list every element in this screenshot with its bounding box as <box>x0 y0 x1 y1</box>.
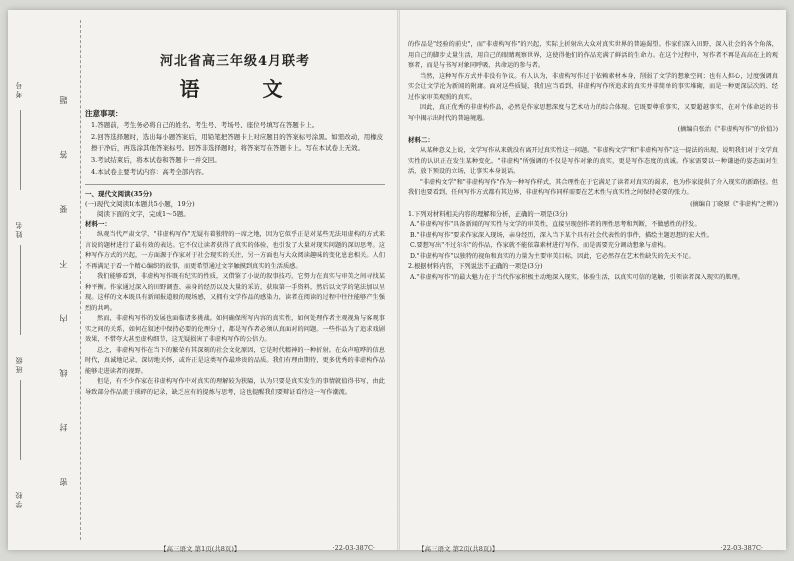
passage-paragraph: 我们能够看到，非虚构写作既有纪实的性质，又借鉴了小说的叙事技巧，它努力在真实与审美之间寻找某种平衡。作家通过深入的田野调查、亲身的经历以及大量的采访，获取第一手资料，然后以文学的笔法加以呈现。这样的文本既具有新闻报道般的现场感，又拥有文学作品的感染力，读者在阅读的过程中往往能够产生强烈的共鸣。 <box>85 273 385 312</box>
notice-item: 2.回答选择题时，选出每小题答案后，用铅笔把答题卡上对应题目的答案标号涂黑。如需改动，用橡皮擦干净后，再选涂其他答案标号。回答非选择题时，将答案写在答题卡上。写在本试卷上无效。 <box>91 133 384 152</box>
class-field-line <box>20 380 21 460</box>
page-number: 【高三语文 第1页(共8页)】 <box>160 545 241 553</box>
reading-instruction: 阅读下面的文字，完成1～5题。 <box>97 210 190 218</box>
passage-paragraph: 的作品是"经验的前史"，而"非虚构写作"的兴起，实际上折射出大众对真实世界的普遍渴望。作家们深入田野，深入社会的各个角落，用自己的脚步丈量生活，用自己的眼睛观察世界，这使得他们的作品充满了鲜活的生命力。在这个过程中，写作者不再是高高在上的观察者，而是与书写对象同呼吸、共命运的参与者。 <box>408 41 778 69</box>
name-label: 姓名 <box>15 220 23 238</box>
passage-paragraph: "非虚构文学"和"非虚构写作"作为一种写作样式，其合理性在于它满足了读者对真实的渴求，也为作家提供了介入现实的新路径。但我们也要看到，任何写作方式都有其边界，非虚构写作同样需要在艺术性与真实性之间保持必要的张力。 <box>408 178 778 196</box>
question-stem: 2.根据材料内容，下列说法不正确的一项是(3分) <box>408 263 543 270</box>
answer-option: C.要想写出"不过尔尔"的作品，作家就不能依靠素材进行写作，而是需要充分调动想象与虚构。 <box>410 242 670 249</box>
answer-option: A."非虚构写作"具备新闻的写实性与文学的审美性，直接呈现创作者的理性思考和判断，不做感性的抒发。 <box>410 221 701 228</box>
subsection-heading: (一)现代文阅读Ⅰ(本题共5小题，19分) <box>85 200 195 208</box>
paper-code: ·22-03-387C· <box>332 544 375 552</box>
left-page <box>85 40 385 398</box>
material-label: 材料一： <box>85 220 111 228</box>
number-field-line <box>20 110 21 190</box>
passage-paragraph: 因此，真正优秀的非虚构作品，必然是作家思想深度与艺术功力的综合体现。它既要尊重事实，又要超越事实，在对个体命运的书写中揭示出时代的普遍境遇。 <box>408 104 778 122</box>
passage-paragraph: 纵观当代严肃文学，"非虚构写作"无疑有着独特的一席之地，因为它似乎正是对某些无法用虚构的方式来言说的题材进行了最有效的表达。它不仅让读者获得了真实的体验，也引发了大量对现实问题的深切思考。这种写作方式的兴起，一方面源于作家对于社会现实的关注，另一方面也与大众阅读趣味的变化息息相关。人们不再满足于看一个精心编织的故事，而更希望通过文字触摸到真实的生活质感。 <box>85 231 385 270</box>
notice-item: 3.考试结束后，将本试卷和答题卡一并交回。 <box>91 156 221 164</box>
source-citation: (摘编自丁晓原《"非虚构"之辨》) <box>690 200 778 208</box>
paper-code: ·22-03-387C· <box>720 544 763 552</box>
name-field-line <box>20 245 21 335</box>
school-label: 学校 <box>15 490 23 508</box>
answer-option: A."非虚构写作"的最大魅力在于当代作家积极主动地深入现实，体验生活，以真实可信的笔触，引领读者深入现实的肌理。 <box>410 273 744 281</box>
passage-paragraph: 从某种意义上说，文学写作从来就没有离开过真实性这一问题。"非虚构文学"和"非虚构写作"这一提法的出现，说明我们对于文学真实性的认识正在发生某种变化。"非虚构"所强调的不仅是写作对象的真实，更是写作态度的真诚。作家需要以一种谦逊的姿态面对生活，放下预设的立场，让事实本身说话。 <box>408 147 778 175</box>
notice-list <box>85 120 385 178</box>
source-citation: (摘编自张治《"非虚构写作"的价值》) <box>677 126 778 133</box>
left-footer <box>160 544 375 553</box>
right-page <box>408 40 778 283</box>
class-label: 班级 <box>15 355 23 373</box>
number-label: 考号 <box>15 80 23 98</box>
page-number: 【高三语文 第2页(共8页)】 <box>418 545 499 553</box>
seal-line-words: 密 封 线 内 不 要 答 题 <box>59 74 68 486</box>
notice-item: 1.答题前，考生务必将自己的姓名、考生号、考场号、座位号填写在答题卡上。 <box>91 121 319 129</box>
page-fold <box>397 10 400 550</box>
answer-option: D."非虚构写作"以独特的视角和真实的力量为主要审美目标，因此，它必然存在艺术性缺失的先天不足。 <box>410 252 695 260</box>
divider <box>85 184 385 185</box>
notice-heading: 注意事项： <box>85 109 123 118</box>
passage-paragraph: 当然，这种写作方式并非没有争议。有人认为，非虚构写作过于依赖素材本身，削弱了文学的想象空间；也有人担心，过度强调真实会让文学沦为新闻的附庸。面对这些质疑，我们应当看到，非虚构写作所追求的真实并非简单的事实堆砌，而是一种更深层次的、经过作家审美观照的真实。 <box>408 72 778 101</box>
notice-item: 4.本试卷主要考试内容：高考全部内容。 <box>91 168 208 176</box>
question-stem: 1.下列对材料相关内容的理解和分析，正确的一项是(3分) <box>408 210 568 218</box>
answer-option: B."非虚构写作"要求作家深入现场，亲身经历，深入当下某个具有社会代表性的事件，描绘主题思想的宏大性。 <box>410 231 714 239</box>
passage-paragraph: 但是，有不少作家在非虚构写作中对真实的理解较为狭隘，认为只要是真实发生的事情就值得书写，由此导致部分作品流于琐碎的记录，缺乏应有的提炼与思考，这也提醒我们要辩证看待这一写作潮流。 <box>85 378 385 396</box>
section-heading: 一、现代文阅读(35分) <box>85 190 153 198</box>
right-footer <box>418 544 763 553</box>
subject-title: 语 文 <box>179 77 311 101</box>
exam-title: 河北省高三年级4月联考 <box>159 54 311 69</box>
passage-paragraph: 然而，非虚构写作的发展也面临诸多挑战。如何确保所写内容的真实性，如何处理作者主观视角与客观事实之间的关系，如何在叙述中保持必要的伦理分寸，都是写作者必须认真面对的问题。一些作品为了追求戏剧效果，不惜夸大甚至虚构细节，这无疑损害了非虚构写作的公信力。 <box>85 315 385 343</box>
passage-paragraph: 总之，非虚构写作在当下的繁荣有其深刻的社会文化原因，它是时代精神的一种折射。在众声喧哗的信息时代，真诚地记录、深切地关怀，或许正是这类写作最珍贵的品质。我们有理由期待，更多优秀的非虚构作品能够走进读者的视野。 <box>85 346 385 375</box>
material-label: 材料二： <box>408 136 434 144</box>
